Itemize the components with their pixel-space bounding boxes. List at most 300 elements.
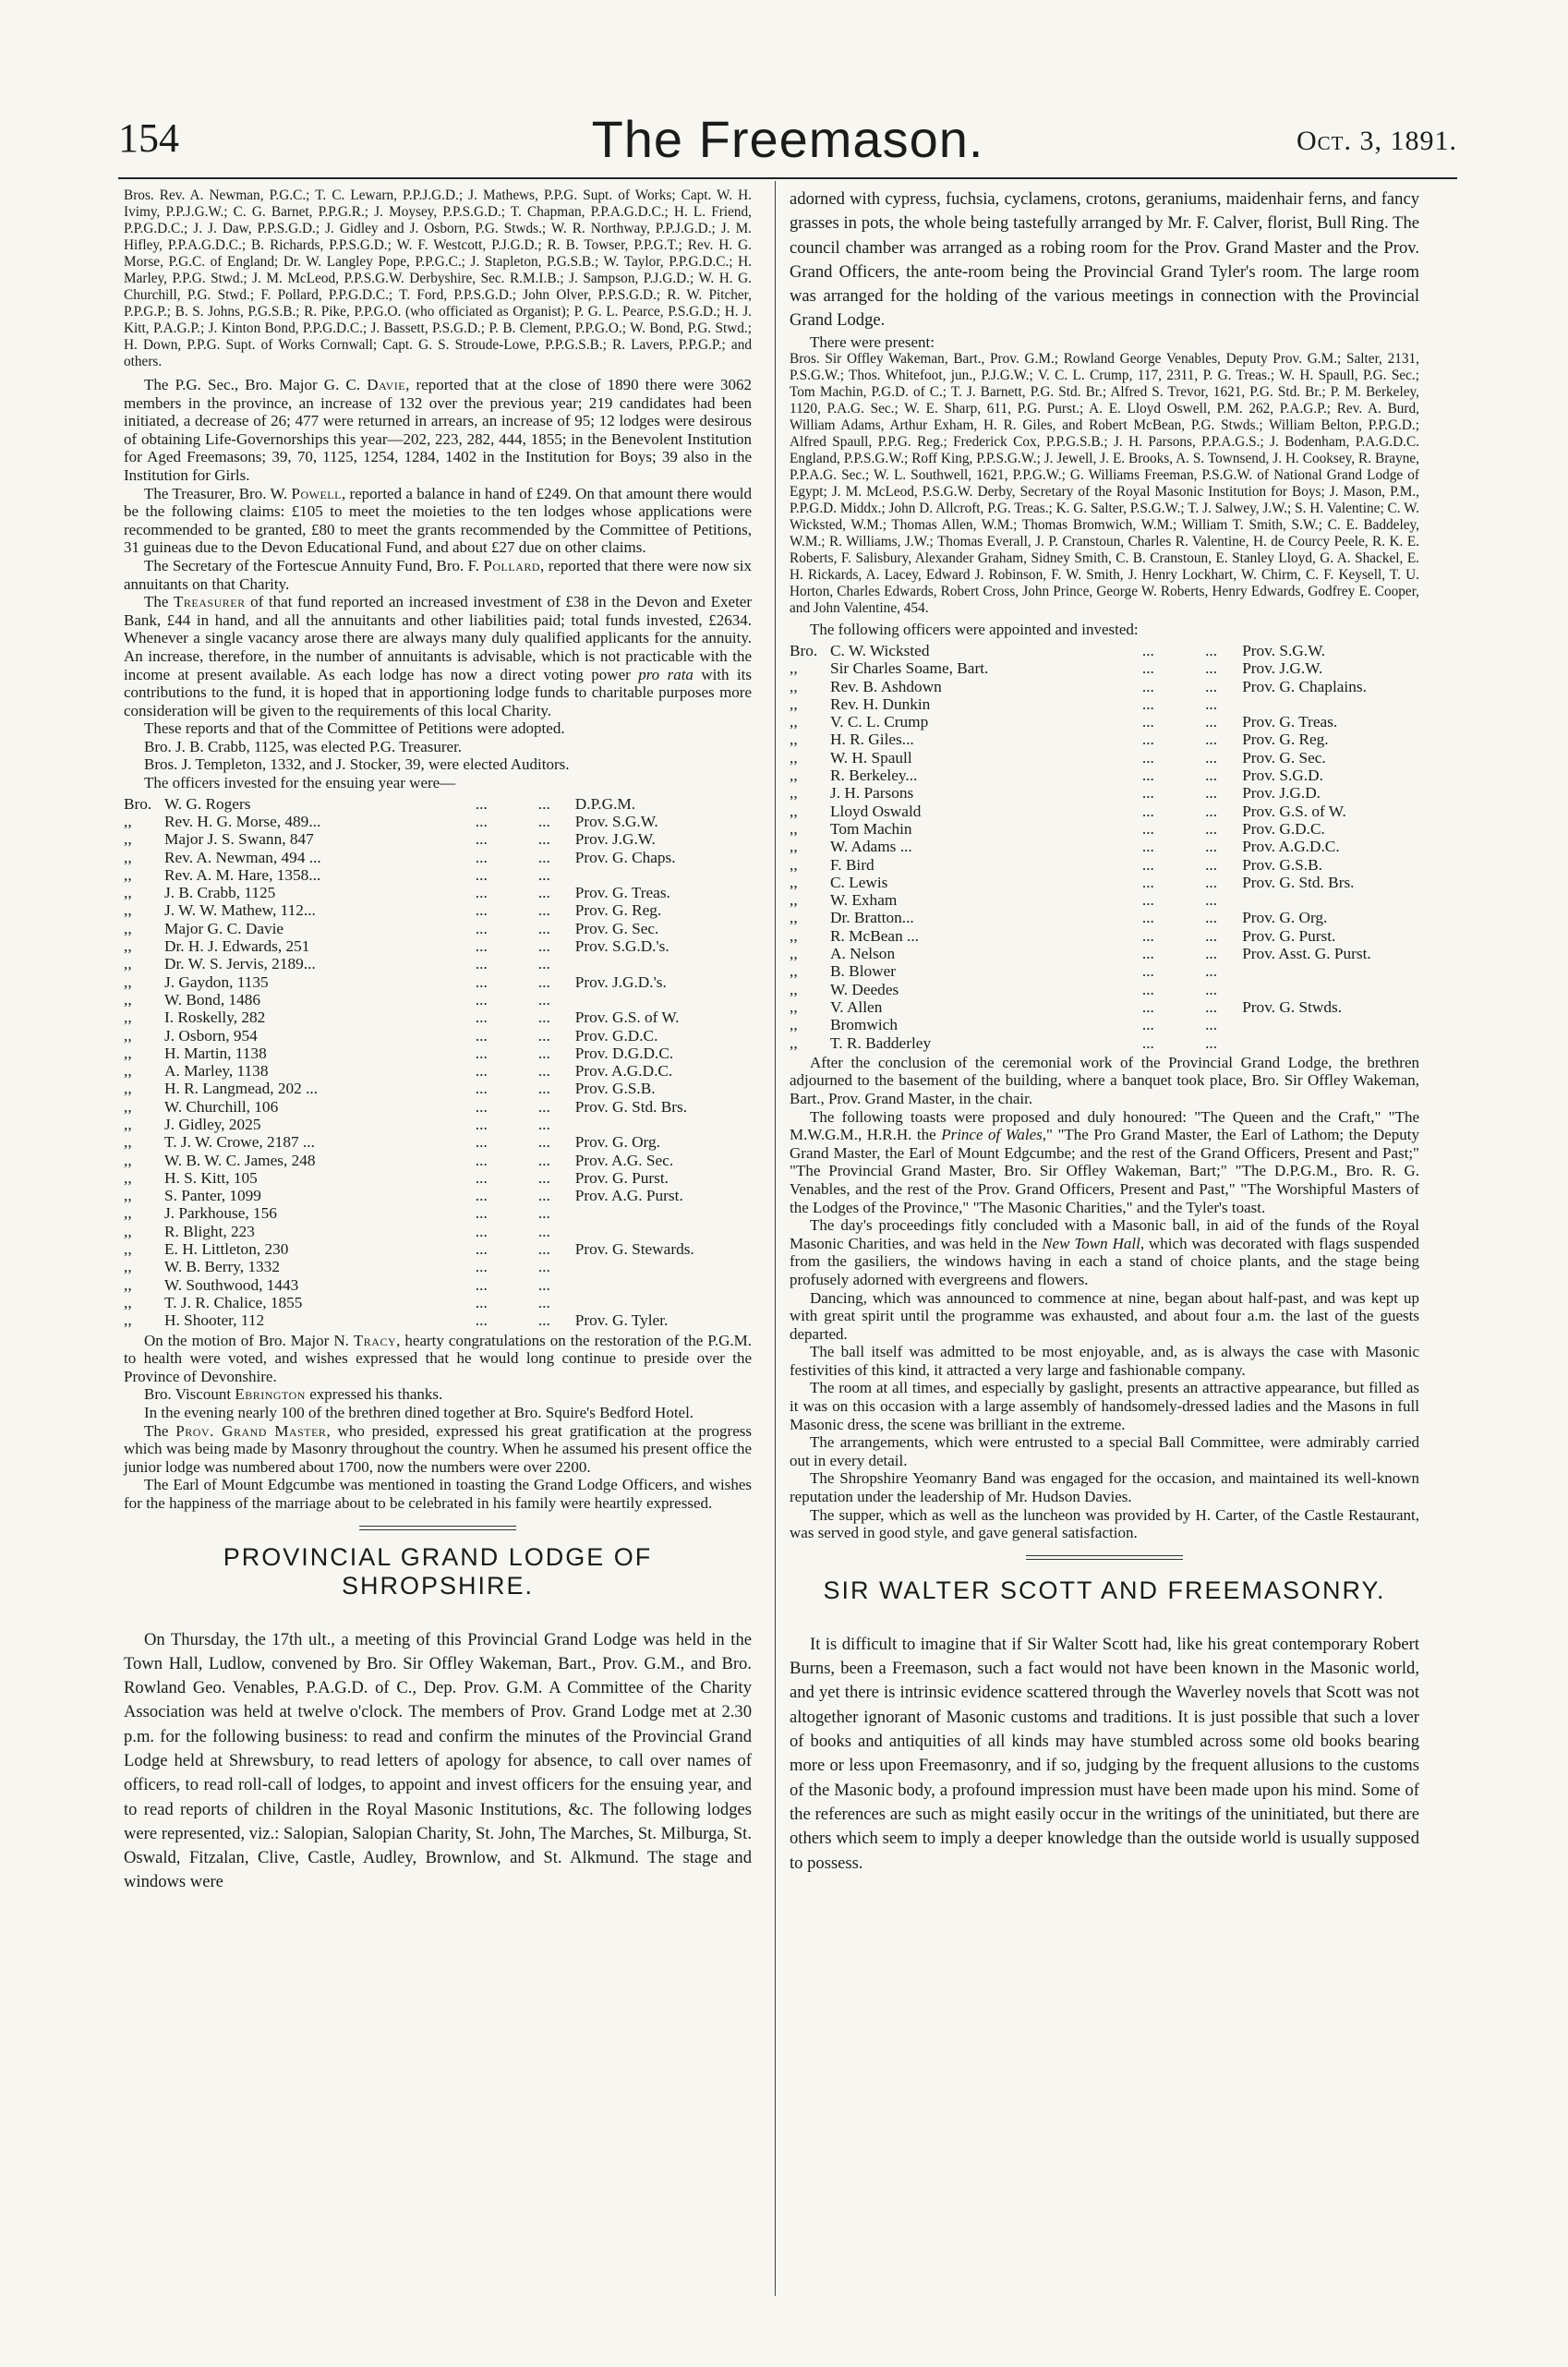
officer-rank	[1236, 981, 1419, 998]
leader-dots: ...	[537, 1311, 550, 1330]
leader-dots: ...	[1205, 1033, 1218, 1052]
shropshire-officers-list	[790, 642, 1419, 1052]
officer-rank: Prov. G. Tyler.	[574, 1311, 669, 1330]
officer-name	[124, 1008, 476, 1026]
officer-name-text: Rev. A. M. Hare, 1358...	[164, 865, 321, 884]
officer-rank: Prov. D.G.D.C.	[574, 1044, 674, 1062]
officer-name	[790, 713, 1142, 731]
officer-rank: D.P.G.M.	[574, 794, 636, 813]
leader-dots: ...	[475, 972, 488, 991]
italic-text: pro rata	[638, 665, 694, 683]
leader-dots: ...	[475, 1080, 488, 1098]
leader-dots: ...	[475, 1258, 488, 1276]
leader-dots: ...	[475, 1168, 488, 1187]
leader-dots: ...	[1205, 945, 1218, 963]
officer-prefix: ,,	[124, 919, 132, 937]
officer-name	[124, 884, 476, 901]
officer-name-text: H. S. Kitt, 105	[164, 1168, 258, 1187]
officer-name-text: Major J. S. Swann, 847	[164, 830, 314, 849]
leader-dots: ...	[475, 1293, 488, 1311]
masthead	[118, 109, 1457, 175]
officer-prefix: ,,	[790, 855, 798, 874]
leader-dots: ...	[537, 830, 550, 849]
officer-prefix: ,,	[124, 937, 132, 956]
officer-row	[790, 1034, 1419, 1052]
officer-row	[124, 1223, 752, 1240]
officer-rank: Prov. G.S.B.	[1242, 855, 1322, 874]
officer-rank	[570, 1258, 752, 1275]
leader-dots: ...	[537, 794, 550, 813]
officer-name-text: J. Parkhouse, 156	[164, 1204, 277, 1223]
officer-name-text: C. Lewis	[830, 873, 888, 891]
leader-dots: ...	[537, 865, 550, 884]
leader-dots: ...	[537, 812, 550, 830]
officer-name	[790, 891, 1142, 909]
leader-dots: ...	[475, 1062, 488, 1081]
leader-dots: ...	[537, 1044, 550, 1062]
officer-row	[124, 884, 752, 901]
officer-name-text: W. Adams ...	[830, 838, 912, 856]
leader-dots: ...	[475, 1151, 488, 1169]
officer-name	[124, 1169, 476, 1187]
section-rule	[359, 1526, 516, 1527]
officer-prefix: ,,	[790, 909, 798, 927]
leader-dots: ...	[1205, 838, 1218, 856]
officer-name-text: Dr. W. S. Jervis, 2189...	[164, 955, 316, 973]
text-body: , reported that there were now six annuitants on that Charity.	[124, 556, 753, 593]
officer-name-text: Rev. A. Newman, 494 ...	[164, 848, 321, 866]
leader-dots: ...	[1141, 677, 1154, 695]
officer-rank: Prov. G. Stewards.	[574, 1240, 694, 1259]
officer-prefix: ,,	[124, 1240, 132, 1259]
officer-name	[790, 803, 1142, 820]
officer-rank: Prov. S.G.W.	[1242, 641, 1326, 659]
officer-prefix: ,,	[790, 784, 798, 803]
leader-dots: ...	[475, 812, 488, 830]
officer-row	[124, 991, 752, 1008]
leader-dots: ...	[537, 955, 550, 973]
paragraph-fortescue-fund	[124, 557, 752, 593]
text-body: The day's proceedings fitly concluded with a Masonic ball, in aid of the funds of the Royal Masonic Charities, and was held in the	[790, 1216, 1419, 1252]
officer-row	[124, 973, 752, 991]
section-rule	[1026, 1555, 1183, 1556]
officer-row	[790, 749, 1419, 767]
leader-dots: ...	[475, 1008, 488, 1027]
officer-name-text: F. Bird	[830, 855, 874, 874]
officer-rank: Prov. J.G.D.'s.	[574, 972, 667, 991]
officer-name-text: Major G. C. Davie	[164, 919, 284, 937]
leader-dots: ...	[1205, 980, 1218, 998]
officer-row	[790, 874, 1419, 891]
person-name: Davie	[367, 376, 406, 393]
paragraph-prov-grand-master	[124, 1422, 752, 1477]
officer-row	[790, 767, 1419, 784]
officer-row	[124, 1240, 752, 1258]
section-heading-walter-scott: SIR WALTER SCOTT AND FREEMASONRY.	[823, 1576, 1386, 1604]
officer-row	[124, 1045, 752, 1062]
leader-dots: ...	[475, 1240, 488, 1259]
officer-rank	[570, 991, 752, 1008]
officer-prefix: ,,	[790, 1033, 798, 1052]
officer-rank: Prov. G.D.C.	[1242, 819, 1325, 838]
officer-prefix: ,,	[790, 694, 798, 713]
officer-name	[124, 955, 476, 972]
officer-name-text: Dr. H. J. Edwards, 251	[164, 937, 310, 956]
officer-name-text: J. Gidley, 2025	[164, 1116, 261, 1133]
officer-prefix: ,,	[124, 1258, 132, 1276]
leader-dots: ...	[1205, 748, 1218, 767]
leader-dots: ...	[1205, 677, 1218, 695]
leader-dots: ...	[537, 1151, 550, 1169]
paragraph-shropshire-meeting: On Thursday, the 17th ult., a meeting of this Provincial Grand Lodge was held in the Town Hall, Ludlow, convened by Bro. Sir Offley Wakeman, Bart., Prov. G.M., and Bro. Rowland Geo. Venables, P.A.G.D. of C., Dep. Prov. G.M. A Committee of the Charity Association was held at twelve o'clock. The members of Prov. Grand Lodge met at 2.30 p.m. for the following business: to read and confirm the minutes of the Provincial Grand Lodge held at Shrewsbury, to read letters of apology for absence, to call over names of officers, to read roll-call of lodges, to appoint and invest officers for the ensuing year, and to read reports of children in the Royal Masonic Institutions, &c. The following lodges were represented, viz.: Salopian, Salopian Charity, St. John, The Marches, St. Milburga, St. Oswald, Fitzalan, Clive, Castle, Audley, Brownlow, and St. Alkmund. The stage and windows were	[124, 1629, 752, 1892]
officer-rank: Prov. G. Sec.	[574, 919, 659, 937]
officer-prefix: ,,	[124, 884, 132, 902]
leader-dots: ...	[1141, 909, 1154, 927]
officer-prefix: ,,	[124, 972, 132, 991]
officer-rank: Prov. G. Org.	[1242, 909, 1328, 927]
paragraph-auditors: Bros. J. Templeton, 1332, and J. Stocker, 39, were elected Auditors.	[144, 755, 570, 774]
officer-name	[124, 1027, 476, 1045]
leader-dots: ...	[475, 794, 488, 813]
officer-name-text: W. B. Berry, 1332	[164, 1258, 280, 1276]
officer-row	[124, 1008, 752, 1026]
text-lead: The P.G. Sec., Bro. Major G. C.	[144, 376, 361, 393]
officer-row	[124, 901, 752, 919]
leader-dots: ...	[475, 1097, 488, 1116]
officer-rank: Prov. G. Purst.	[1242, 926, 1336, 945]
officer-name-text: Tom Machin	[830, 819, 912, 838]
officer-row	[790, 731, 1419, 748]
officer-prefix: Bro.	[124, 794, 152, 813]
officer-name	[790, 962, 1142, 980]
officer-row	[124, 1258, 752, 1275]
text-lead: The	[144, 593, 169, 611]
leader-dots: ...	[537, 990, 550, 1008]
officer-name	[124, 1276, 476, 1294]
masthead-rule	[118, 177, 1457, 179]
officer-prefix: ,,	[124, 865, 132, 884]
officer-name	[124, 1152, 476, 1169]
officer-rank	[570, 955, 752, 972]
officer-prefix: ,,	[124, 990, 132, 1008]
officer-row	[790, 891, 1419, 909]
officer-row	[790, 678, 1419, 695]
officer-name-text: R. Blight, 223	[164, 1222, 255, 1240]
leader-dots: ...	[475, 848, 488, 866]
text-body: , who presided, expressed his great gratification at the progress which was being made by Masonry throughout the country. When he assumed his present office the junior lodge was numbered about 1700, now the numbers were over 2200.	[124, 1421, 752, 1476]
officer-name-text: H. Martin, 1138	[164, 1044, 267, 1062]
text-body: expressed his thanks.	[305, 1385, 443, 1404]
officer-prefix: ,,	[790, 677, 798, 695]
officer-name	[124, 920, 476, 937]
paragraph-appointed-intro: The following officers were appointed and invested:	[810, 621, 1139, 639]
officer-name	[124, 1116, 476, 1133]
officer-name	[124, 795, 476, 813]
leader-dots: ...	[1141, 659, 1154, 678]
officer-row	[124, 1276, 752, 1294]
text-body: , which was decorated with flags suspended from the gasiliers, the windows having in each a stand of choice plants, and the stage being profusely adorned with evergreens and flowers.	[790, 1234, 1420, 1288]
leader-dots: ...	[537, 1275, 550, 1294]
officer-rank: Prov. S.G.W.	[574, 812, 658, 830]
leader-dots: ...	[1205, 819, 1218, 838]
officer-rank	[1236, 1016, 1419, 1033]
officer-name	[124, 830, 476, 848]
officer-name-text: Dr. Bratton...	[830, 909, 914, 927]
officer-row	[124, 866, 752, 884]
officer-prefix: ,,	[790, 926, 798, 945]
leader-dots: ...	[1205, 997, 1218, 1016]
leader-dots: ...	[1141, 1033, 1154, 1052]
leader-dots: ...	[475, 865, 488, 884]
officer-rank	[570, 866, 752, 884]
officer-row	[124, 1027, 752, 1045]
officer-row	[790, 909, 1419, 926]
officer-rank	[570, 1204, 752, 1222]
officer-row	[124, 813, 752, 830]
officer-prefix: ,,	[124, 1097, 132, 1116]
officer-prefix: ,,	[124, 1275, 132, 1294]
officer-prefix: ,,	[124, 1204, 132, 1223]
officer-rank	[1236, 891, 1419, 909]
officer-row	[790, 642, 1419, 659]
leader-dots: ...	[537, 1240, 550, 1259]
paragraph-band: The Shropshire Yeomanry Band was engaged for the occasion, and maintained its well-known reputation under the leadership of Mr. Hudson Davies.	[790, 1469, 1419, 1506]
officer-prefix: ,,	[790, 819, 798, 838]
leader-dots: ...	[1141, 731, 1154, 749]
leader-dots: ...	[537, 1187, 550, 1205]
paragraph-arrangements: The arrangements, which were entrusted to a special Ball Committee, were admirably carried out in every detail.	[790, 1433, 1419, 1469]
officer-name-text: H. R. Langmead, 202 ...	[164, 1080, 319, 1098]
paragraph-annuity-fund	[124, 593, 752, 719]
officer-name	[790, 731, 1142, 748]
leader-dots: ...	[1141, 784, 1154, 803]
officer-prefix: ,,	[790, 980, 798, 998]
officer-name	[790, 749, 1142, 767]
officer-rank: Prov. S.G.D.'s.	[574, 937, 669, 956]
officer-row	[790, 945, 1419, 962]
officer-prefix: ,,	[790, 891, 798, 910]
officer-name-text: J. Gaydon, 1135	[164, 972, 269, 991]
officer-name-text: J. B. Crabb, 1125	[164, 884, 276, 902]
leader-dots: ...	[1141, 945, 1154, 963]
officer-name-text: Bromwich	[830, 1016, 898, 1034]
leader-dots: ...	[475, 955, 488, 973]
leader-dots: ...	[1141, 873, 1154, 891]
leader-dots: ...	[1141, 694, 1154, 713]
officer-name-text: Lloyd Oswald	[830, 802, 922, 820]
officer-rank: Prov. G.S.B.	[574, 1080, 656, 1098]
officer-rank: Prov. G. Treas.	[1242, 713, 1338, 731]
officer-prefix: ,,	[124, 1026, 132, 1045]
officer-row	[790, 695, 1419, 713]
leader-dots: ...	[537, 1062, 550, 1081]
attendees-list: Bros. Rev. A. Newman, P.G.C.; T. C. Lewarn, P.P.J.G.D.; J. Mathews, P.P.G. Supt. of Works; Capt. W. H. Ivimy, P.P.J.G.W.; C. G. Barnet, P.P.G.R.; J. Moysey, P.P.S.G.D.; T. Chapman, P.P.A.G.D.C.; H. L. Friend, P.P.G.D.C.; J. J. Daw, P.P.S.G.D.; J. Gidley and J. Osborn, P.G. Stwds.; W. R. Northway, P.P.J.G.D.; J. M. Hifley, P.P.A.G.D.C.; B. Richards, P.P.S.G.D.; W. F. Westcott, P.J.G.D.; R. B. Towser, P.P.G.T.; Rev. H. G. Morse, P.G.C. of England; Dr. W. Langley Pope, P.P.G.C.; J. Stapleton, P.G.S.B.; W. Taylor, P.P.G.D.C.; H. Marley, P.P.G. Stwd.; J. M. McLeod, P.P.S.G.W. Derbyshire, Sec. R.M.I.B.; J. Sampson, P.J.G.D.; W. H. G. Churchill, P.G. Stwd.; F. Pollard, P.P.G.D.C.; T. Ford, P.P.S.G.D.; John Olver, P.P.S.G.D.; R. W. Pitcher, P.P.G.P.; B. S. Johns, P.G.S.B.; R. Pike, P.P.G.O. (who officiated as Organist); P. G. L. Pearce, P.S.G.D.; H. J. Kitt, P.A.G.P.; J. Kinton Bond, P.P.G.D.C.; J. Bassett, P.S.G.D.; P. B. Clement, P.P.G.O.; W. Bond, P.G. Stwd.; H. Down, P.P.G. Supt. of Works Cornwall; Capt. G. S. Stroude-Lowe, P.P.G.S.B.; R. Lavers, P.P.G.P.; and others.	[124, 187, 752, 369]
italic-text: Prince of Wales	[941, 1126, 1043, 1144]
officer-name	[124, 1045, 476, 1062]
office-name: Treasurer	[174, 593, 246, 611]
paragraph-secretary-report	[124, 376, 752, 485]
column-divider	[775, 181, 776, 2296]
officer-name-text: T. J. R. Chalice, 1855	[164, 1293, 303, 1311]
officer-rank: Prov. A.G.D.C.	[1242, 838, 1340, 856]
paragraph-viscount	[124, 1385, 752, 1404]
officer-name	[124, 1240, 476, 1258]
officer-name	[124, 1223, 476, 1240]
officer-prefix: ,,	[124, 1293, 132, 1311]
officer-prefix: ,,	[124, 812, 132, 830]
officer-prefix: ,,	[124, 1168, 132, 1187]
officer-prefix: ,,	[124, 1080, 132, 1098]
officer-row	[790, 927, 1419, 945]
officer-row	[124, 1204, 752, 1222]
officer-name	[790, 642, 1142, 659]
officer-name	[124, 1311, 476, 1329]
officer-name-text: W. G. Rogers	[164, 794, 251, 813]
officer-rank: Prov. G. Purst.	[574, 1168, 669, 1187]
text-lead: The Treasurer, Bro. W.	[144, 484, 288, 502]
officer-row	[790, 784, 1419, 802]
leader-dots: ...	[475, 1275, 488, 1294]
officer-rank	[570, 1223, 752, 1240]
officer-name	[790, 784, 1142, 802]
officer-row	[790, 856, 1419, 874]
leader-dots: ...	[537, 1258, 550, 1276]
officer-name-text: V. C. L. Crump	[830, 713, 929, 731]
paragraph-reports-adopted: These reports and that of the Committee of Petitions were adopted.	[144, 719, 565, 738]
officer-rank: Prov. G. Reg.	[1242, 731, 1329, 749]
office-name: Prov. Grand Master	[175, 1421, 327, 1440]
officer-prefix: ,,	[790, 997, 798, 1016]
officer-prefix: ,,	[790, 945, 798, 963]
officer-name	[790, 856, 1142, 874]
leader-dots: ...	[1141, 926, 1154, 945]
officer-name	[790, 1016, 1142, 1033]
officer-rank: Prov. S.G.D.	[1242, 767, 1323, 785]
officer-rank	[570, 1116, 752, 1133]
officer-name-text: J. W. W. Mathew, 112...	[164, 901, 316, 920]
leader-dots: ...	[1141, 802, 1154, 820]
officer-rank: Prov. G.S. of W.	[1242, 802, 1346, 820]
officer-row	[124, 937, 752, 955]
officer-prefix: ,,	[124, 848, 132, 866]
officer-row	[124, 830, 752, 848]
leader-dots: ...	[1205, 713, 1218, 731]
officer-prefix: ,,	[790, 962, 798, 981]
paragraph-decorations: adorned with cypress, fuchsia, cyclamens, crotons, geraniums, maidenhair ferns, and fancy grasses in pots, the whole being tastefully arranged by Mr. F. Calver, florist, Bull Ring. The council chamber was arranged as a robing room for the Prov. Grand Master and the Prov. Grand Officers, the ante-room being the Provincial Grand Tyler's room. The large room was arranged for the holding of the various meetings in connection with the Provincial Grand Lodge.	[790, 189, 1419, 331]
leader-dots: ...	[537, 919, 550, 937]
officer-row	[124, 1294, 752, 1311]
leader-dots: ...	[537, 1133, 550, 1152]
text-body: , hearty congratulations on the restoration of the P.G.M. to health were voted, and wishes expressed that he would long continue to preside over the Province of Devonshire.	[124, 1331, 753, 1385]
leader-dots: ...	[537, 884, 550, 902]
leader-dots: ...	[1205, 767, 1218, 785]
leader-dots: ...	[1141, 980, 1154, 998]
officer-name	[790, 981, 1142, 998]
leader-dots: ...	[475, 1116, 488, 1133]
left-column	[124, 187, 752, 1895]
officer-prefix: ,,	[124, 1044, 132, 1062]
officer-name	[790, 659, 1142, 677]
leader-dots: ...	[537, 1293, 550, 1311]
leader-dots: ...	[1205, 926, 1218, 945]
leader-dots: ...	[475, 1026, 488, 1045]
officer-name-text: W. Bond, 1486	[164, 990, 261, 1008]
officer-row	[124, 1062, 752, 1080]
officer-prefix: ,,	[790, 767, 798, 785]
text-lead: On the motion of Bro. Major N.	[144, 1331, 349, 1349]
officer-rank	[1236, 1034, 1419, 1052]
paragraph-officers-intro: The officers invested for the ensuing year were—	[144, 774, 456, 792]
officer-rank: Prov. G. Chaplains.	[1242, 677, 1367, 695]
officer-row	[790, 820, 1419, 838]
officer-rank: Prov. G. Stwds.	[1242, 997, 1343, 1016]
officer-prefix: ,,	[790, 838, 798, 856]
officer-name-text: V. Allen	[830, 997, 883, 1016]
officer-name-text: W. B. W. C. James, 248	[164, 1151, 316, 1169]
officer-name-text: S. Panter, 1099	[164, 1187, 261, 1205]
leader-dots: ...	[537, 1026, 550, 1045]
paragraph-dinner: In the evening nearly 100 of the brethren dined together at Bro. Squire's Bedford Hotel.	[144, 1403, 694, 1421]
italic-text: New Town Hall	[1042, 1234, 1140, 1252]
person-name: Pollard	[483, 556, 541, 574]
officer-row	[124, 1311, 752, 1329]
officer-prefix: ,,	[124, 1133, 132, 1152]
officer-name-text: J. Osborn, 954	[164, 1026, 258, 1045]
paragraph-supper: The supper, which as well as the luncheon was provided by H. Carter, of the Castle Restaurant, was served in good style, and gave general satisfaction.	[790, 1505, 1419, 1542]
officer-row	[124, 1080, 752, 1097]
paragraph-treasurer-elected: Bro. J. B. Crabb, 1125, was elected P.G. Treasurer.	[144, 737, 463, 755]
text-body: The following toasts were proposed and duly honoured: "The Queen and the Craft," "The M.W.G.M., H.R.H. the	[790, 1107, 1419, 1144]
leader-dots: ...	[537, 1168, 550, 1187]
officer-row	[124, 1116, 752, 1133]
officer-row	[124, 795, 752, 813]
officer-name	[124, 937, 476, 955]
leader-dots: ...	[1141, 819, 1154, 838]
section-rule	[359, 1529, 516, 1530]
officer-rank	[1236, 962, 1419, 980]
leader-dots: ...	[1205, 802, 1218, 820]
paragraph-ball-enjoyable: The ball itself was admitted to be most enjoyable, and, as is always the case with Masonic festivities of this kind, it attracted a very large and fashionable company.	[790, 1343, 1419, 1379]
officer-name-text: E. H. Littleton, 230	[164, 1240, 289, 1259]
officer-rank	[570, 1294, 752, 1311]
leader-dots: ...	[1141, 962, 1154, 981]
officer-rank: Prov. Asst. G. Purst.	[1242, 945, 1371, 963]
leader-dots: ...	[1141, 767, 1154, 785]
officer-name	[124, 849, 476, 866]
officer-prefix: ,,	[124, 1187, 132, 1205]
leader-dots: ...	[475, 1187, 488, 1205]
officer-row	[790, 981, 1419, 998]
leader-dots: ...	[1141, 891, 1154, 910]
officer-name	[124, 973, 476, 991]
officer-name	[124, 1294, 476, 1311]
leader-dots: ...	[1141, 855, 1154, 874]
leader-dots: ...	[1205, 962, 1218, 981]
officer-row	[790, 803, 1419, 820]
person-name: Tracy	[353, 1331, 397, 1349]
text-body: of that fund reported an increased investment of £38 in the Devon and Exeter Bank, £44 in hand, and all the annuitants and other liabilities paid; total funds invested, £2634. Whenever a single vacancy arose there are always many duly qualified applicants for the annuity. An increase, therefore, in the number of annuitants is advisable, which is not practicable with the income at present available. As each lodge has now a direct voting power	[124, 593, 753, 683]
officer-prefix: ,,	[124, 1116, 132, 1133]
leader-dots: ...	[1205, 659, 1218, 678]
officer-row	[124, 1152, 752, 1169]
paragraph-masonic-ball	[790, 1216, 1419, 1288]
leader-dots: ...	[1141, 641, 1154, 659]
officer-name-text: W. Southwood, 1443	[164, 1275, 299, 1294]
officer-prefix: ,,	[790, 873, 798, 891]
leader-dots: ...	[1141, 838, 1154, 856]
officer-rank	[1236, 695, 1419, 713]
text-lead: Bro. Viscount	[144, 1385, 232, 1404]
